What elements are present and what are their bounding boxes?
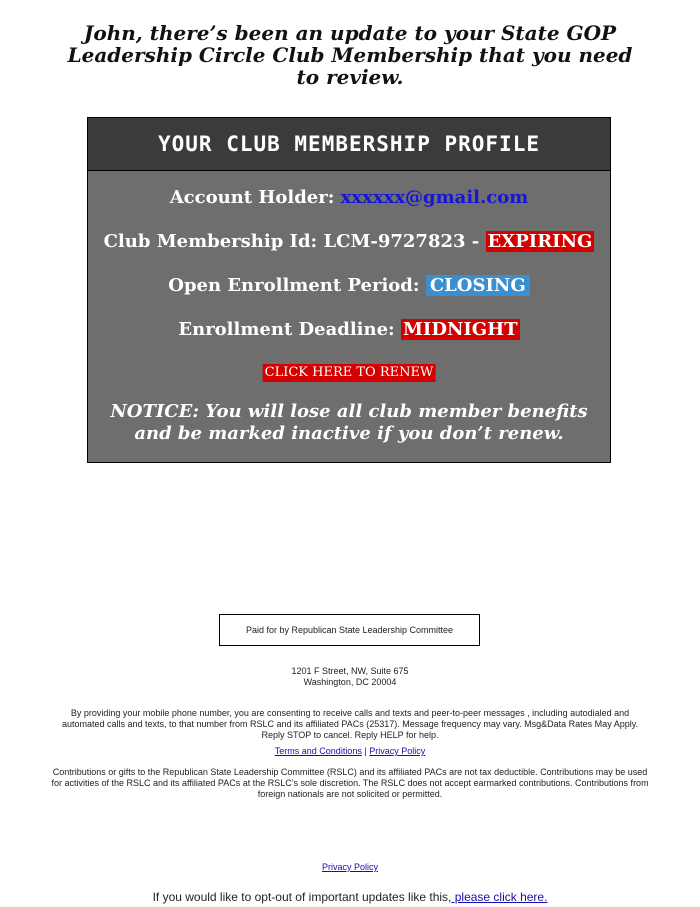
account-holder-email[interactable]: xxxxxx@gmail.com <box>340 187 529 208</box>
profile-title: YOUR CLUB MEMBERSHIP PROFILE <box>88 118 610 171</box>
enrollment-period-label: Open Enrollment Period: <box>168 275 420 296</box>
privacy-policy-link[interactable]: Privacy Policy <box>321 862 378 872</box>
closing-badge: CLOSING <box>426 275 530 296</box>
privacy-link[interactable]: Privacy Policy <box>369 746 426 756</box>
link-separator: | <box>364 746 367 756</box>
address-line-2: Washington, DC 20004 <box>303 677 397 687</box>
optout-text: If you would like to opt-out of important updates like this, <box>152 890 452 904</box>
enrollment-period-row <box>88 274 610 298</box>
membership-id-label: Club Membership Id: LCM-9727823 - <box>103 231 480 252</box>
address <box>40 666 660 688</box>
enrollment-deadline-row <box>88 318 610 342</box>
midnight-badge: MIDNIGHT <box>402 319 518 340</box>
contributions-text: Contributions or gifts to the Republican State Leadership Committee (RSLC) and its affiliated PACs are not tax deductible. Contributions may be used for activities of the RSLC and its affiliated PACs at the RSLC’s sole discretion. The RSLC does not accept earmarked contributions. Contributions from foreign nationals are not solicited or permitted. <box>51 767 649 799</box>
legal-links <box>40 746 660 757</box>
membership-profile-panel <box>87 117 611 463</box>
optout-row <box>40 890 660 904</box>
consent-text: By providing your mobile phone number, you are consenting to receive calls and texts and peer-to-peer messages , including autodialed and automated calls and texts, to that number from RSLC and its affiliated PACs (25317). Message frequency may vary. Msg&Data Rates May Apply. Reply STOP to cancel. Reply HELP for help. <box>61 708 639 740</box>
account-holder-label: Account Holder: <box>169 187 335 208</box>
notice-text: NOTICE: You will lose all club member benefits and be marked inactive if you don’t renew. <box>110 401 588 444</box>
privacy-policy-row <box>40 862 660 873</box>
membership-id-row <box>88 230 610 254</box>
address-line-1: 1201 F Street, NW, Suite 675 <box>291 666 409 676</box>
expiring-badge: EXPIRING <box>487 231 593 252</box>
paid-for-box: Paid for by Republican State Leadership Committee <box>219 614 480 646</box>
enrollment-deadline-label: Enrollment Deadline: <box>178 319 395 340</box>
headline: John, there’s been an update to your State GOP Leadership Circle Club Membership that you need to review. <box>67 21 633 89</box>
optout-link[interactable]: please click here. <box>451 890 548 904</box>
renew-button[interactable]: CLICK HERE TO RENEW <box>264 365 434 380</box>
terms-link[interactable]: Terms and Conditions <box>274 746 362 756</box>
account-holder-row <box>88 186 610 210</box>
